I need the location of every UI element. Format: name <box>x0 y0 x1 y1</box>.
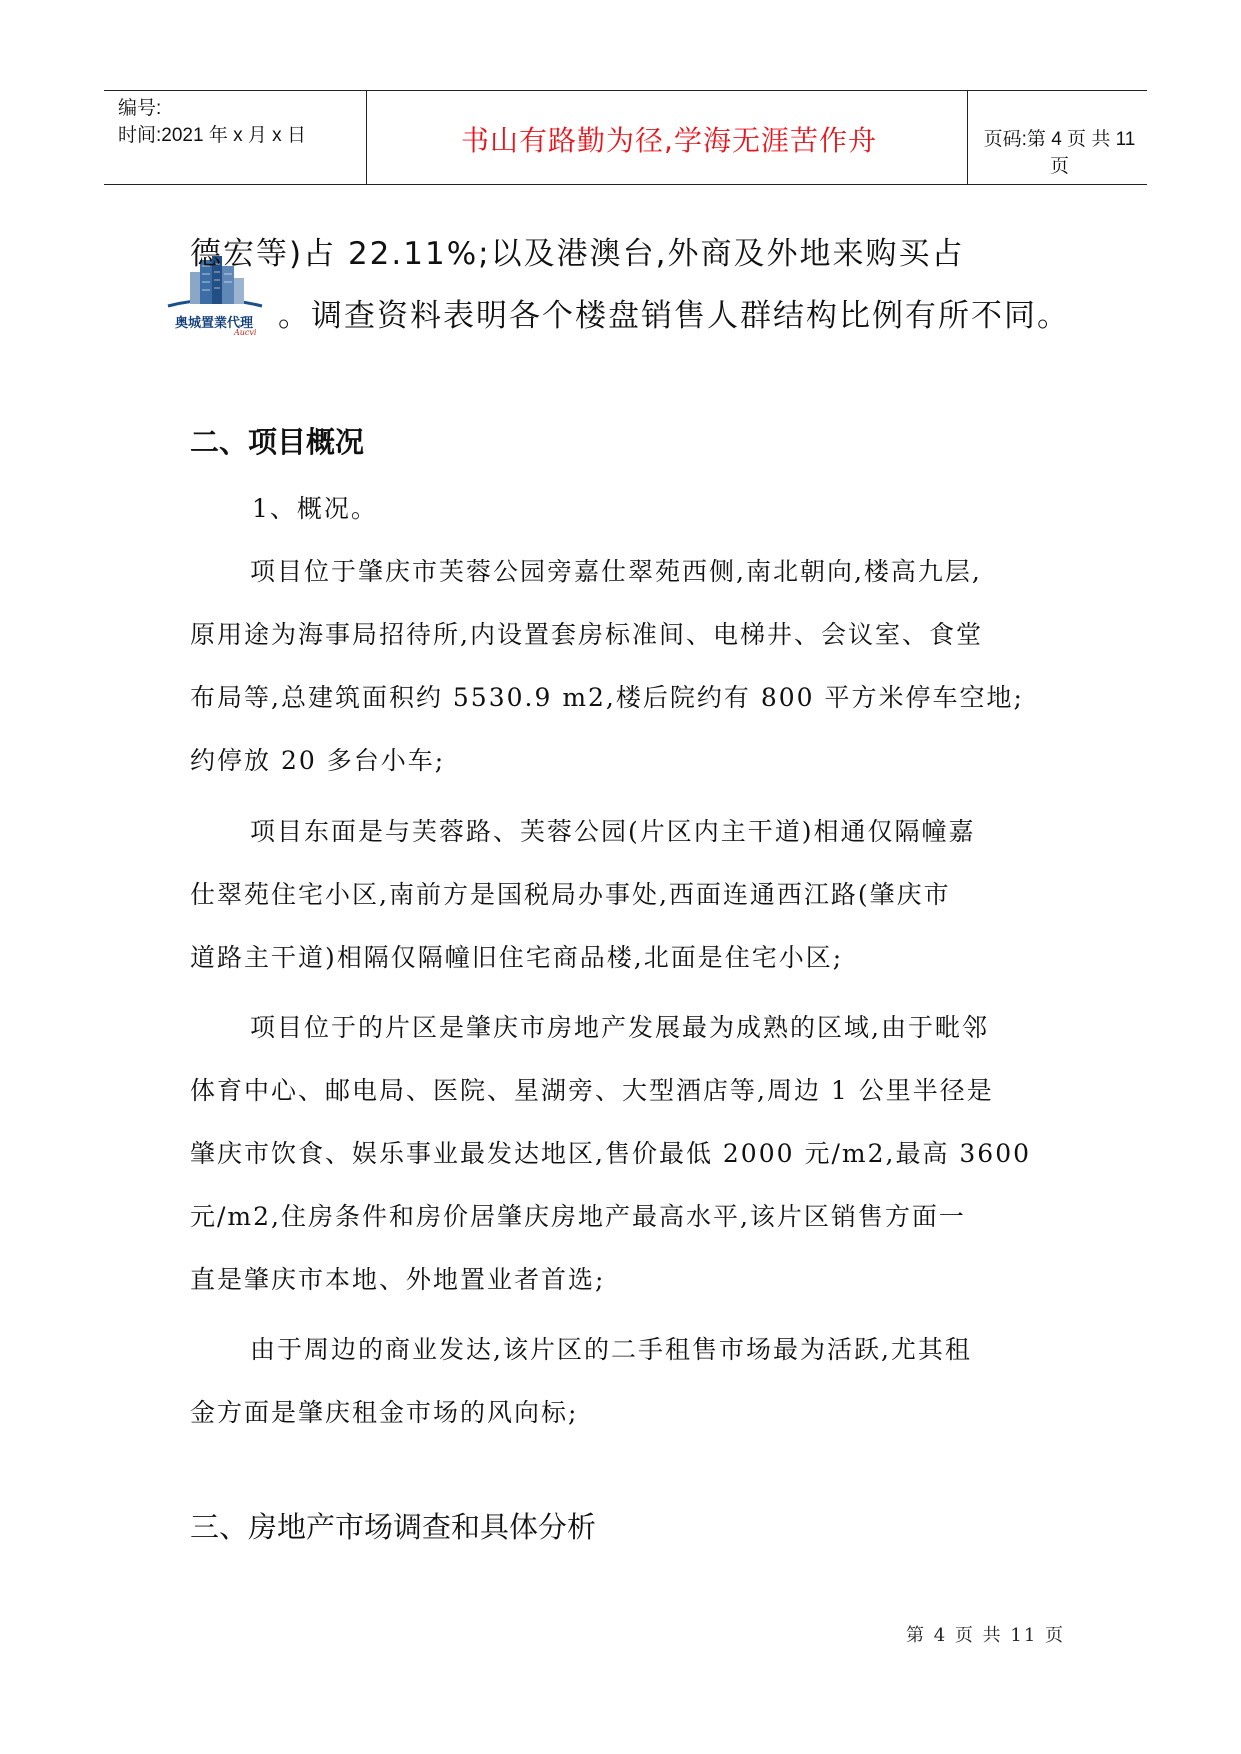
section-2-heading: 二、项目概况 <box>190 425 365 459</box>
header-page-label: 页码:第 4 页 共 11 页 <box>983 129 1136 177</box>
body-line: 项目东面是与芙蓉路、芙蓉公园(片区内主干道)相通仅隔幢嘉 <box>250 817 976 846</box>
body-line: 道路主干道)相隔仅隔幢旧住宅商品楼,北面是住宅小区; <box>190 943 844 972</box>
body-line: 项目位于的片区是肇庆市房地产发展最为成熟的区域,由于毗邻 <box>250 1013 989 1042</box>
logo-name: 奥城置業代理 <box>174 316 253 331</box>
section-2-subheading: 1、概况。 <box>252 494 378 523</box>
header-number-label: 编号: <box>118 98 162 119</box>
body-line: 体育中心、邮电局、医院、星湖旁、大型酒店等,周边 1 公里半径是 <box>190 1076 994 1105</box>
header-time-label: 时间:2021 年 x 月 x 日 <box>118 125 306 146</box>
body-line: 项目位于肇庆市芙蓉公园旁嘉仕翠苑西侧,南北朝向,楼高九层, <box>250 557 982 586</box>
logo-sub: Aucvi <box>234 328 257 337</box>
intro-line-2: 。调查资料表明各个楼盘销售人群结构比例有所不同。 <box>278 298 1070 334</box>
body-line: 金方面是肇庆租金市场的风向标; <box>190 1398 579 1427</box>
body-line: 肇庆市饮食、娱乐事业最发达地区,售价最低 2000 元/m2,最高 3600 <box>190 1139 1032 1168</box>
header-divider <box>366 91 367 184</box>
header-motto: 书山有路勤为径,学海无涯苦作舟 <box>461 124 877 157</box>
page-header <box>104 90 1147 185</box>
section-3-heading: 三、房地产市场调查和具体分析 <box>190 1510 597 1544</box>
body-line: 仕翠苑住宅小区,南前方是国税局办事处,西面连通西江路(肇庆市 <box>190 880 951 909</box>
body-line: 原用途为海事局招待所,内设置套房标准间、电梯井、会议室、食堂 <box>190 620 983 649</box>
header-meta <box>118 95 368 149</box>
intro-line-1: 德宏等)占 22.11%;以及港澳台,外商及外地来购买占 <box>190 236 965 272</box>
header-divider <box>967 91 968 184</box>
body-line: 约停放 20 多台小车; <box>190 746 446 775</box>
body-line: 直是肇庆市本地、外地置业者首选; <box>190 1265 606 1294</box>
page-footer: 第 4 页 共 11 页 <box>906 1625 1065 1646</box>
body-line: 布局等,总建筑面积约 5530.9 m2,楼后院约有 800 平方米停车空地; <box>190 683 1024 712</box>
body-line: 由于周边的商业发达,该片区的二手租售市场最为活跃,尤其租 <box>250 1335 972 1364</box>
body-line: 元/m2,住房条件和房价居肇庆房地产最高水平,该片区销售方面一 <box>190 1202 966 1231</box>
